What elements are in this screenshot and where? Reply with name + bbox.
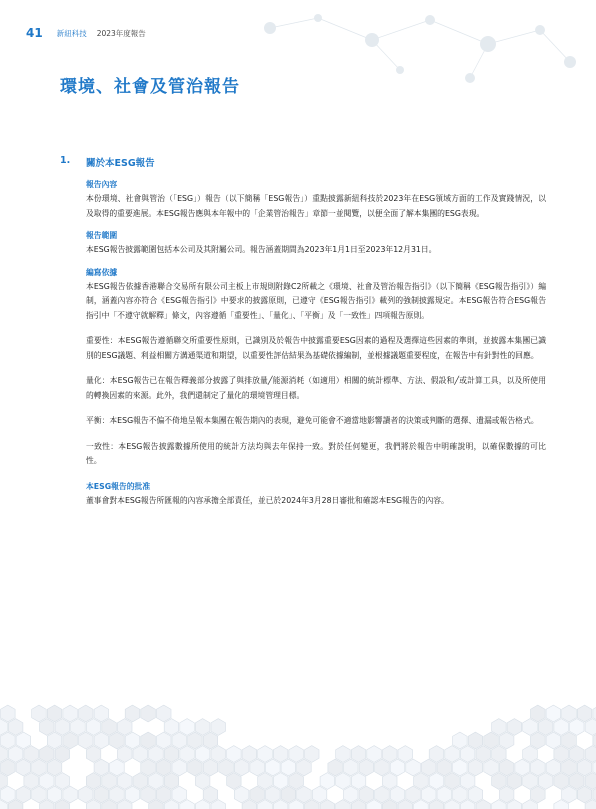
hexagon-tile [281,786,296,803]
hexagon-tile [16,759,31,776]
hexagon-tile [531,759,546,776]
hexagon-tile [94,705,109,722]
consistency-text: 一致性：本ESG報告披露數據所使用的統計方法均與去年保持一致。對於任何變更，我們將於報告中明確說明，以確保數據的可比性。 [86,441,546,465]
hexagon-tile [16,786,31,803]
hexagon-tile [468,732,483,749]
hexagon-tile [390,786,405,803]
hexagon-tile [562,759,577,776]
report-scope-text: 本ESG報告披露範圍包括本公司及其附屬公司。報告涵蓋期間為2023年1月1日至2023年12月31日。 [86,245,437,254]
hexagon-tile [266,759,281,776]
hexagon-tile [336,746,351,763]
approval-heading: 本ESG報告的批准 [86,481,151,491]
hexagon-tile [359,786,374,803]
hexagon-tile [110,786,125,803]
hexagon-tile [375,759,390,776]
hexagon-tile [344,759,359,776]
hexagon-tile [577,786,592,803]
hexagon-tile [47,786,62,803]
hexagon-tile [460,773,475,790]
hexagon-tile [219,759,234,776]
hexagon-tile [562,732,577,749]
hexagon-tile [250,786,265,803]
hexagon-tile [40,746,55,763]
hexagon-tile [468,786,483,803]
hexagon-tile [211,746,226,763]
hexagon-tile [227,746,242,763]
hexagon-tile [258,773,273,790]
report-content-text: 本份環境、社會與管治（「ESG」）報告（以下簡稱「ESG報告」）重點披露新紐科技於2023年在ESG領域方面的工作及實踐情況，以及取得的重要進展。本ESG報告應與本年報中的「企業管治報告」章節一並閱覽，以便全面了解本集團的ESG表現。 [86,194,546,218]
hexagon-tile [499,786,514,803]
hexagon-tile [492,746,507,763]
section-heading [60,155,155,169]
hexagon-tile [47,705,62,722]
hexagon-tile [453,732,468,749]
hexagon-tile [63,732,78,749]
section-title: 關於本ESG報告 [86,158,155,169]
hexagon-tile [32,759,47,776]
hexagon-tile [297,759,312,776]
hexagon-tile [476,746,491,763]
hexagon-tile [273,746,288,763]
hexagon-tile [141,786,156,803]
hexagon-tile [531,705,546,722]
hexagon-tile [117,773,132,790]
hexagon-tile [585,719,596,736]
hexagon-tile [188,759,203,776]
hexagon-tile [492,773,507,790]
hexagon-tile [156,732,171,749]
hexagon-tile [570,746,585,763]
hexagon-tile [164,773,179,790]
hexagon-tile [117,746,132,763]
quantitative-text: 量化：本ESG報告已在報告釋義部分披露了與排放量╱能源消耗（如適用）相關的統計標準、方法、假設和╱或計算工具，以及所使用的轉換因素的來源。此外，我們還制定了量化的環境管理目標。 [86,376,546,400]
hexagon-tile [180,719,195,736]
hexagon-tile [94,786,109,803]
hexagon-tile [429,746,444,763]
hexagon-tile [40,719,55,736]
hexagon-tile [227,773,242,790]
hexagon-tile [523,719,538,736]
hexagon-tile [523,746,538,763]
hexagon-tile [110,759,125,776]
hexagon-tile [577,705,592,722]
hexagon-tile [351,746,366,763]
hexagon-tile [406,786,421,803]
hexagon-tile [554,746,569,763]
hexagon-tile [172,732,187,749]
hexagon-tile [8,746,23,763]
hexagon-tile [570,773,585,790]
hexagon-tile [79,732,94,749]
hexagon-tile [328,759,343,776]
hexagon-tile [79,786,94,803]
hexagon-tile [554,719,569,736]
hexagon-tile [71,719,86,736]
hexagon-tile [203,732,218,749]
hexagon-tile [507,719,522,736]
hexagon-tile [55,719,70,736]
hexagon-tile [195,773,210,790]
hexagon-tile [211,719,226,736]
hexagon-tile [546,759,561,776]
hexagon-tile [538,773,553,790]
hexagon-tile [336,773,351,790]
hexagon-tile [577,759,592,776]
hexagon-tile [312,786,327,803]
hexagon-tile [382,746,397,763]
report-body [86,178,546,508]
hexagon-tile [562,786,577,803]
hexagon-tile [460,746,475,763]
hexagon-tile [437,786,452,803]
hexagon-tile [515,759,530,776]
hexagon-tile [546,732,561,749]
hexagon-tile [531,786,546,803]
basis-heading: 編寫依據 [86,267,118,277]
hexagon-tile [156,786,171,803]
hexagon-tile [585,773,596,790]
hexagon-tile [156,759,171,776]
hexagon-tile [351,773,366,790]
hexagon-tile [133,773,148,790]
hexagon-tile [242,746,257,763]
hexagon-tile [468,759,483,776]
hexagon-tile [86,719,101,736]
hexagon-tile [149,773,164,790]
hexagon-tile [125,705,140,722]
hexagon-tile [320,773,335,790]
hexagon-tile [63,705,78,722]
hexagon-tile [16,732,31,749]
hexagon-tile [141,759,156,776]
report-year: 2023年度報告 [96,28,146,38]
hexagon-tile [234,759,249,776]
hexagon-tile [414,773,429,790]
page-title: 環境、社會及管治報告 [60,77,240,97]
hexagon-tile [47,732,62,749]
hexagon-tile [437,759,452,776]
hexagon-tile [94,759,109,776]
hexagon-tile [523,773,538,790]
hexagon-tile [499,732,514,749]
hexagon-tile [1,705,16,722]
hexagon-tile [47,759,62,776]
hexagon-tile [195,746,210,763]
hexagon-tile [445,746,460,763]
hexagon-tile [40,773,55,790]
report-scope-heading: 報告範圍 [86,231,118,240]
hexagon-tile [538,719,553,736]
hexagon-tile [24,773,39,790]
hexagon-tile [266,786,281,803]
hexagon-tile [250,759,265,776]
hexagon-tile [367,746,382,763]
hexagon-tile [406,759,421,776]
hexagon-tile [1,786,16,803]
page-number: 41 [26,26,43,40]
hexagon-tile [421,786,436,803]
hexagon-tile [63,786,78,803]
hexagon-tile [172,759,187,776]
hexagon-tile [86,746,101,763]
hexagon-tile [141,705,156,722]
hexagon-tile [32,786,47,803]
hexagon-tile [507,773,522,790]
hexagon-tile [305,746,320,763]
hexagon-tile [554,773,569,790]
hexagon-tile [164,746,179,763]
hexagon-tile [492,719,507,736]
hexagon-tile [398,746,413,763]
hexagon-tile [195,719,210,736]
hexagon-tile [234,786,249,803]
hexagon-tile [445,773,460,790]
basis-text: 本ESG報告依據香港聯合交易所有限公司主板上市規則附錄C2所載之《環境、社會及管治報告指引》（以下簡稱《ESG報告指引》）編制，涵蓋內容亦符合《ESG報告指引》中要求的披露原則，已遵守《ESG報告指引》載列的強制披露規定。本ESG報告符合ESG報告指引中「不遵守就解釋」條文，內容遵循「重要性」、「量化」、「平衡」及「一致性」四項報告原則。 [86,281,546,320]
hexagon-tile [86,773,101,790]
hexagon-tile [164,719,179,736]
hexagon-tile [32,705,47,722]
hexagon-tile [281,759,296,776]
hexagon-tile [289,746,304,763]
hexagon-tile [570,719,585,736]
hexagon-tile [382,773,397,790]
hexagon-tile [484,759,499,776]
hexagon-tile [1,759,16,776]
hexagon-tile [203,786,218,803]
hexagon-tile [156,705,171,722]
hexagon-tile [359,759,374,776]
balance-text: 平衡：本ESG報告不偏不倚地呈報本集團在報告期內的表現，避免可能會不適當地影響讀者的決策或判斷的選擇、遺漏或報告格式。 [86,416,539,425]
hexagon-tile [289,773,304,790]
hexagon-tile [180,746,195,763]
hexagon-tile [453,786,468,803]
hexagon-tile [297,786,312,803]
hexagon-tile [172,786,187,803]
page-header [26,26,146,40]
hexagon-tile [117,719,132,736]
hexagon-tile [102,773,117,790]
hexagon-tile [531,732,546,749]
hexagon-tile [125,786,140,803]
hexagon-tile [273,773,288,790]
hexagon-tile [499,759,514,776]
hexagon-tile [55,773,70,790]
hexagon-tile [110,732,125,749]
report-content-heading: 報告內容 [86,180,118,189]
hexagon-tile [429,773,444,790]
materiality-text: 重要性：本ESG報告遵循聯交所重要性原則，已識別及於報告中披露重要ESG因素的過程及選擇這些因素的準則，並披露本集團已識別的ESG議題、利益相關方溝通渠道和期望，以重要性評估結果為基礎依據編制，並根據議題重要程度，在報告中有針對性的回應。 [86,336,546,360]
hexagon-tile [79,705,94,722]
hexagon-tile [24,746,39,763]
hexagon-tile [484,732,499,749]
hexagon-tile [1,732,16,749]
hexagon-tile [258,746,273,763]
hexagon-tile [188,732,203,749]
hexagon-tile [94,732,109,749]
hexagon-tile [546,705,561,722]
section-number: 1. [60,155,71,166]
hexagon-tile [149,746,164,763]
hexagon-tile [141,732,156,749]
hexagon-tile [375,786,390,803]
hexagon-tile [102,719,117,736]
company-name: 新紐科技 [56,28,87,38]
hexagon-tile [8,719,23,736]
hexagon-tile [55,746,70,763]
hexagon-tile [125,732,140,749]
hexagon-tile [390,759,405,776]
hexagon-tile [453,759,468,776]
hexagon-tile [421,759,436,776]
approval-text: 董事會對本ESG報告所匯報的內容承擔全部責任，並已於2024年3月28日審批和確認本ESG報告的內容。 [86,495,449,505]
hexagon-tile [585,746,596,763]
hexagon-tile [133,746,148,763]
hexagon-tile [203,759,218,776]
hexagon-tile [562,705,577,722]
hexagon-tile [344,786,359,803]
